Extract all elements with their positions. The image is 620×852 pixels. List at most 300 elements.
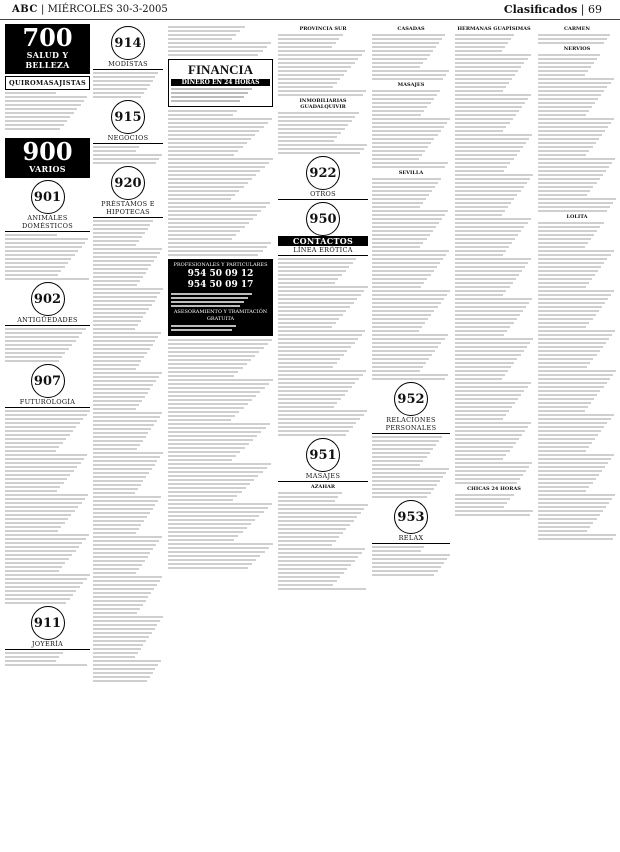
ad-text-line — [372, 310, 434, 312]
ad-text-line — [372, 206, 420, 208]
ad-text-line — [93, 516, 147, 518]
ad-heading: PROVINCIA SUR — [299, 26, 347, 32]
ad-text-line — [455, 446, 513, 448]
ad-text-line — [5, 128, 60, 130]
ad-text-line — [372, 286, 421, 288]
ad-text-line — [455, 462, 532, 464]
ad-text-line — [168, 238, 232, 240]
ad-text-line — [538, 334, 612, 336]
ad-text-line — [455, 126, 506, 128]
ad-text-line — [168, 435, 257, 437]
ad-text-line — [455, 470, 526, 472]
ad-text-line — [538, 210, 607, 212]
ad-text-line — [538, 526, 590, 528]
ad-text-line — [5, 270, 61, 272]
ad-text-line — [455, 146, 523, 148]
ad-text-line — [455, 210, 505, 212]
ad-text-line — [372, 574, 434, 576]
ad-text-line — [278, 258, 356, 260]
column-4 — [278, 24, 368, 850]
ad-text-line — [168, 419, 231, 421]
ad-text-line — [5, 518, 68, 520]
ad-text-line — [372, 362, 426, 364]
ad-text-line — [278, 54, 362, 56]
ad-text-line — [168, 343, 268, 345]
ad-text-line — [455, 138, 529, 140]
ad-text-line — [455, 174, 533, 176]
section-title: ANTIGÜEDADES — [17, 316, 78, 324]
ad-text-line — [5, 418, 83, 420]
ad-text-line — [171, 293, 252, 295]
ad-text-line — [538, 90, 604, 92]
ad-text-line — [93, 552, 150, 554]
ad-text-line — [278, 430, 349, 432]
ad-text-line — [168, 423, 270, 425]
ad-text-line — [538, 94, 601, 96]
ad-text-line — [278, 94, 363, 96]
ad-text-line — [538, 394, 597, 396]
ad-text-line — [5, 458, 84, 460]
ad-text-line — [455, 42, 508, 44]
ad-text-line — [372, 134, 438, 136]
ad-text-line — [93, 404, 139, 406]
ad-text-line — [538, 134, 602, 136]
ad-text-line — [5, 112, 74, 114]
ad-text-line — [455, 230, 521, 232]
ad-text-line — [538, 518, 597, 520]
ad-text-line — [168, 563, 252, 565]
ad-heading: INMOBILIARIAS GUADALQUIVIR — [299, 98, 347, 110]
ad-text-line — [372, 460, 423, 462]
ad-text-line — [171, 88, 252, 90]
ad-text-line — [372, 302, 441, 304]
ad-text-line — [93, 328, 135, 330]
ad-text-line — [372, 214, 445, 216]
ad-text-line — [455, 414, 506, 416]
ad-text-line — [93, 600, 146, 602]
ad-text-line — [5, 266, 65, 268]
ad-text-line — [93, 432, 148, 434]
ad-text-line — [455, 34, 514, 36]
ad-text-line — [93, 508, 153, 510]
ad-text-line — [5, 590, 76, 592]
ad-text-line — [168, 130, 259, 132]
ad-text-line — [455, 90, 503, 92]
ad-text-line — [455, 482, 517, 484]
ad-text-line — [278, 496, 338, 498]
ad-text-line — [372, 330, 419, 332]
ad-text-line — [93, 154, 162, 156]
section-700 — [5, 24, 90, 74]
header-right: Clasificados | 69 — [503, 3, 602, 16]
ad-text-line — [455, 94, 531, 96]
ad-text-line — [278, 294, 361, 296]
ad-text-line — [5, 332, 82, 334]
ad-text-line — [372, 476, 443, 478]
ad-text-line — [5, 336, 79, 338]
ad-text-line — [93, 304, 152, 306]
ad-text-line — [278, 74, 344, 76]
ad-text-line — [93, 224, 150, 226]
ad-text-line — [538, 290, 614, 292]
ad-text-line — [278, 434, 346, 436]
ad-text-line — [455, 438, 519, 440]
ad-text-line — [278, 426, 353, 428]
ad-text-line — [5, 502, 82, 504]
ad-text-line — [5, 494, 88, 496]
ad-text-line — [538, 470, 602, 472]
ad-text-line — [278, 560, 355, 562]
ad-text-line — [538, 118, 614, 120]
ad-text-line — [93, 660, 161, 662]
ad-text-line — [455, 350, 524, 352]
financia-tagline: DINERO EN 24 HORAS — [171, 79, 270, 86]
ad-text-line — [168, 210, 261, 212]
ad-text-line — [5, 242, 85, 244]
header-left: ABC | MIÉRCOLES 30-3-2005 — [12, 4, 168, 15]
ad-text-line — [372, 354, 432, 356]
ad-text-line — [93, 412, 162, 414]
ad-text-line — [93, 396, 145, 398]
ad-text-line — [372, 448, 433, 450]
ad-text-line — [538, 522, 593, 524]
ad-text-line — [168, 559, 256, 561]
ad-text-line — [168, 387, 265, 389]
ad-text-line — [171, 100, 240, 102]
ad-text-line — [455, 134, 532, 136]
ad-text-line — [538, 270, 598, 272]
ad-text-line — [278, 66, 351, 68]
ad-text-line — [5, 482, 64, 484]
ad-text-line — [93, 672, 153, 674]
ad-text-line — [538, 126, 608, 128]
ad-text-line — [538, 190, 590, 192]
ad-text-line — [455, 394, 521, 396]
ad-text-line — [93, 416, 160, 418]
ad-text-line — [168, 194, 235, 196]
ad-text-line — [5, 562, 65, 564]
ad-text-line — [93, 680, 147, 682]
ad-text-line — [455, 430, 525, 432]
ad-text-line — [455, 194, 517, 196]
ad-text-line — [278, 520, 354, 522]
ad-text-line — [168, 403, 248, 405]
ad-text-line — [455, 162, 510, 164]
ad-text-line — [278, 90, 366, 92]
ad-text-line — [538, 462, 608, 464]
ad-text-line — [168, 499, 233, 501]
ad-text-line — [168, 527, 247, 529]
ad-text-line — [278, 584, 333, 586]
ad-text-line — [538, 506, 606, 508]
ad-text-line — [455, 494, 514, 496]
section-title: OTROS — [310, 190, 336, 198]
ad-text-line — [168, 459, 232, 461]
ad-text-line — [168, 375, 234, 377]
ad-text-line — [538, 206, 610, 208]
ad-text-line — [278, 382, 355, 384]
ad-text-line — [93, 436, 146, 438]
ad-text-line — [168, 222, 249, 224]
ad-text-line — [5, 262, 68, 264]
ad-text-line — [93, 388, 150, 390]
ad-text-line — [5, 250, 78, 252]
ad-text-line — [93, 292, 160, 294]
ad-text-line — [455, 102, 525, 104]
ad-text-line — [455, 46, 505, 48]
ad-text-line — [538, 434, 598, 436]
ad-text-line — [372, 472, 446, 474]
ad-text-line — [278, 330, 365, 332]
ad-text-line — [278, 342, 355, 344]
ad-text-line — [93, 484, 141, 486]
ad-text-line — [93, 308, 149, 310]
ad-text-line — [93, 300, 155, 302]
ad-text-line — [93, 252, 160, 254]
ad-text-line — [168, 519, 255, 521]
ad-text-line — [278, 500, 335, 502]
ad-text-line — [455, 98, 528, 100]
ad-text-line — [455, 450, 510, 452]
ad-text-line — [538, 202, 613, 204]
ad-text-line — [278, 406, 334, 408]
ad-text-line — [5, 594, 73, 596]
ad-text-line — [538, 418, 611, 420]
ad-text-line — [93, 360, 141, 362]
ad-text-line — [278, 266, 349, 268]
ad-text-line — [455, 478, 520, 480]
ad-text-line — [168, 146, 243, 148]
ad-text-line — [93, 512, 150, 514]
ad-text-line — [278, 390, 348, 392]
ad-text-line — [538, 154, 586, 156]
ad-text-line — [372, 90, 440, 92]
section-920 — [93, 166, 163, 218]
ad-text-line — [538, 242, 588, 244]
ad-text-line — [168, 515, 259, 517]
ad-text-line — [278, 334, 362, 336]
ad-text-line — [538, 414, 614, 416]
ad-text-line — [455, 154, 517, 156]
ad-text-line — [5, 466, 77, 468]
ad-text-line — [93, 496, 161, 498]
ad-text-line — [455, 510, 533, 512]
ad-text-line — [93, 384, 153, 386]
ad-text-line — [93, 528, 139, 530]
ad-text-line — [278, 398, 341, 400]
ad-text-line — [455, 262, 528, 264]
ad-text-line — [93, 272, 146, 274]
ad-text-line — [278, 338, 358, 340]
ad-text-line — [278, 120, 352, 122]
loans-ad-line1: PROFESIONALES Y PARTICULARES — [173, 262, 268, 268]
ad-text-line — [455, 366, 511, 368]
ad-text-line — [168, 491, 242, 493]
ad-text-line — [372, 46, 436, 48]
ad-text-line — [372, 282, 424, 284]
ad-text-line — [93, 492, 135, 494]
ad-text-line — [538, 438, 595, 440]
ad-text-line — [455, 454, 506, 456]
ad-text-line — [168, 178, 252, 180]
ad-text-line — [372, 436, 442, 438]
ad-text-line — [278, 492, 342, 494]
ad-text-line — [372, 480, 440, 482]
ad-text-line — [171, 297, 248, 299]
section-number-circle: 922 — [306, 156, 340, 190]
ad-text-line — [372, 194, 429, 196]
ad-text-line — [278, 326, 332, 328]
ad-text-line — [372, 74, 446, 76]
ad-text-line — [538, 70, 588, 72]
ad-text-line — [168, 355, 255, 357]
ad-text-line — [455, 274, 519, 276]
ad-text-line — [455, 242, 512, 244]
ad-text-line — [538, 426, 604, 428]
ad-text-line — [5, 356, 62, 358]
ad-text-line — [278, 144, 367, 146]
ad-text-line — [93, 150, 136, 152]
ad-text-line — [93, 620, 160, 622]
ad-text-line — [93, 96, 141, 98]
ad-text-line — [168, 202, 270, 204]
ad-text-line — [171, 301, 244, 303]
ad-text-line — [278, 572, 344, 574]
ad-text-line — [93, 588, 154, 590]
ad-text-line — [168, 379, 273, 381]
ad-text-line — [538, 322, 589, 324]
ad-text-line — [455, 142, 526, 144]
ad-text-line — [93, 608, 140, 610]
ad-text-line — [538, 306, 602, 308]
ad-text-line — [278, 314, 343, 316]
ad-text-line — [538, 222, 604, 224]
ad-text-line — [455, 282, 513, 284]
ad-text-line — [278, 588, 366, 590]
ad-text-line — [93, 368, 136, 370]
ad-text-line — [168, 371, 238, 373]
ad-text-line — [278, 152, 360, 154]
ad-text-line — [372, 468, 449, 470]
ad-text-line — [93, 628, 155, 630]
ad-text-line — [93, 564, 142, 566]
ad-text-line — [455, 326, 510, 328]
ad-text-line — [372, 210, 448, 212]
ad-text-line — [5, 530, 58, 532]
ad-text-line — [455, 222, 528, 224]
ad-text-line — [538, 54, 600, 56]
ad-text-line — [278, 524, 350, 526]
ad-text-line — [5, 278, 89, 280]
ad-text-line — [5, 108, 77, 110]
ad-heading: CARMEN — [564, 26, 590, 32]
ad-text-line — [93, 652, 138, 654]
ad-text-line — [455, 342, 530, 344]
ad-text-line — [168, 54, 258, 56]
ad-text-line — [372, 118, 450, 120]
ad-text-line — [372, 464, 420, 466]
ad-text-line — [168, 150, 238, 152]
ad-text-line — [168, 110, 237, 112]
ad-text-line — [5, 486, 60, 488]
ad-text-line — [372, 138, 434, 140]
ad-text-line — [93, 268, 148, 270]
ad-text-line — [538, 42, 604, 44]
ad-text-line — [93, 72, 158, 74]
ad-text-line — [168, 555, 260, 557]
ad-text-line — [5, 442, 63, 444]
ad-text-line — [372, 246, 420, 248]
column-7 — [538, 24, 616, 850]
ad-text-line — [5, 534, 89, 536]
ad-text-line — [538, 254, 611, 256]
ad-heading: CASADAS — [397, 26, 425, 32]
ad-text-line — [455, 70, 518, 72]
ad-text-line — [278, 282, 335, 284]
ad-text-line — [455, 418, 503, 420]
ad-text-line — [372, 334, 448, 336]
ad-text-line — [455, 402, 515, 404]
ad-text-line — [372, 314, 431, 316]
ad-text-line — [372, 378, 445, 380]
ad-text-line — [5, 566, 62, 568]
ad-text-line — [372, 94, 437, 96]
ad-text-line — [372, 266, 437, 268]
ad-text-line — [168, 551, 265, 553]
ad-text-line — [168, 471, 263, 473]
ad-text-line — [5, 340, 76, 342]
ad-text-line — [168, 511, 264, 513]
ad-text-line — [372, 42, 439, 44]
ad-text-line — [278, 350, 347, 352]
section-901 — [5, 180, 90, 232]
ad-text-line — [455, 254, 503, 256]
ad-text-line — [168, 495, 237, 497]
ad-text-line — [455, 334, 504, 336]
ad-text-line — [278, 310, 346, 312]
ad-text-line — [168, 26, 245, 28]
ad-text-line — [372, 146, 428, 148]
ad-text-line — [538, 238, 591, 240]
ad-text-line — [372, 484, 437, 486]
ad-text-line — [168, 503, 272, 505]
ad-text-line — [538, 198, 616, 200]
ad-text-line — [278, 46, 332, 48]
ad-text-line — [538, 194, 587, 196]
ad-text-line — [455, 206, 508, 208]
ad-text-line — [538, 490, 586, 492]
column-6 — [455, 24, 533, 850]
ad-text-line — [372, 50, 433, 52]
ad-text-line — [278, 346, 351, 348]
ad-text-line — [372, 366, 423, 368]
ad-text-line — [372, 274, 431, 276]
ad-text-line — [372, 218, 442, 220]
ad-text-line — [168, 158, 273, 160]
ad-text-line — [538, 514, 600, 516]
ad-text-line — [168, 42, 271, 44]
ad-text-line — [538, 314, 596, 316]
ad-text-line — [538, 234, 594, 236]
ad-text-line — [5, 660, 56, 662]
ad-text-line — [278, 302, 354, 304]
ad-text-line — [538, 110, 589, 112]
ad-text-line — [168, 186, 244, 188]
section-title: JOYERÍA — [31, 640, 64, 648]
ad-text-line — [168, 507, 268, 509]
ad-text-line — [538, 62, 594, 64]
ad-text-line — [5, 96, 87, 98]
